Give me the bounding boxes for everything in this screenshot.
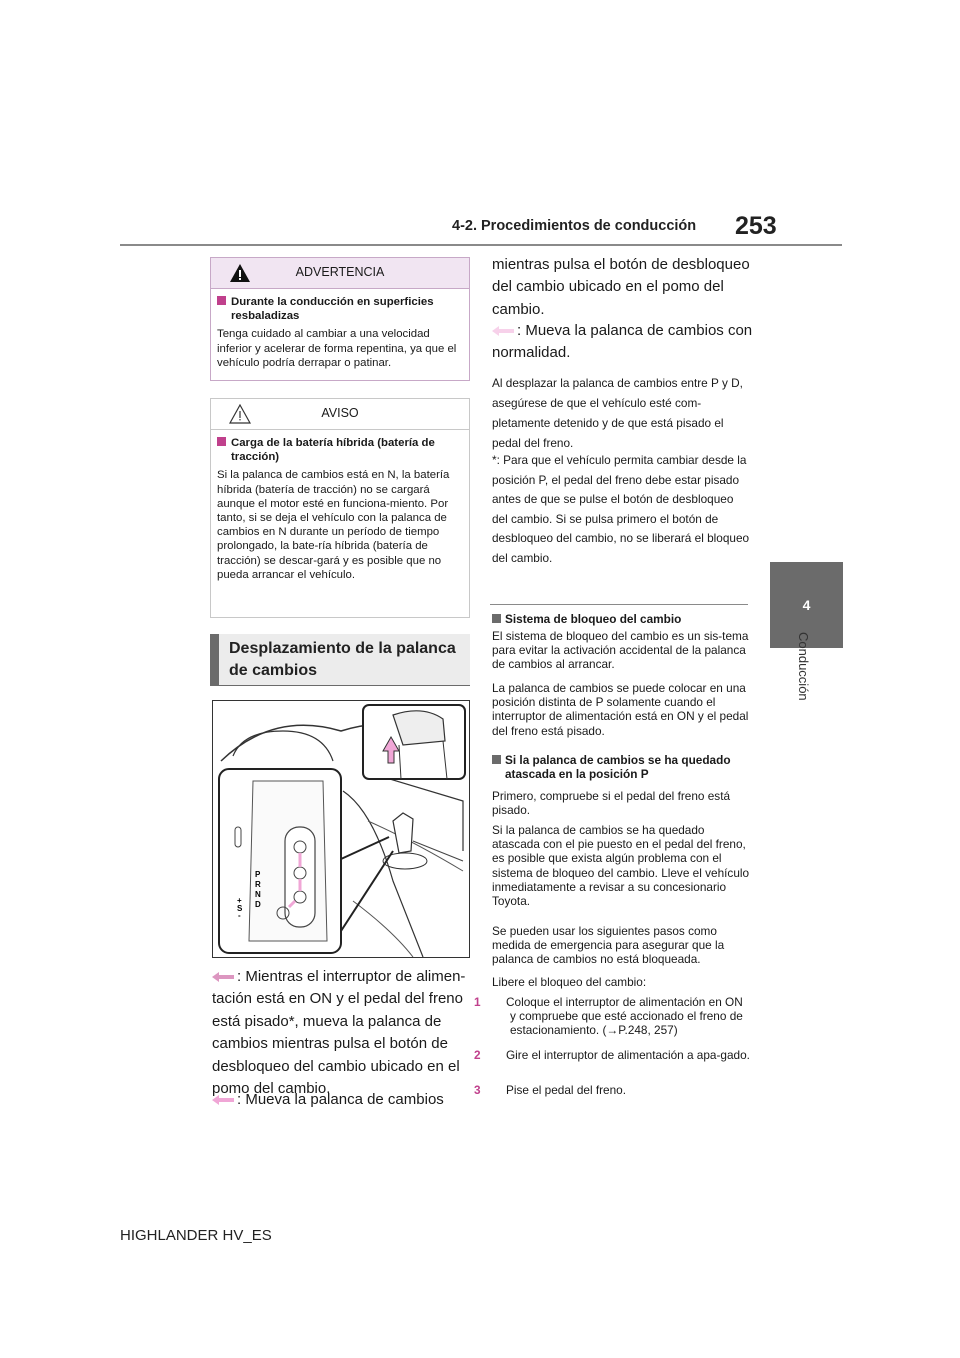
stuck-title-text: Si la palanca de cambios se ha quedado atascada en la posición P [505,753,731,782]
gear-label-N: N [255,890,261,899]
gear-label-minus: - [238,911,241,920]
lock-system-title-text: Sistema de bloqueo del cambio [505,612,682,626]
notice-item-title: Carga de la batería híbrida (batería de tracción) [231,437,435,464]
section-title: 4-2. Procedimientos de conducción [452,218,697,234]
step-text: Gire el interruptor de alimentación a apa-gado. [506,1048,750,1062]
step-number: 2 [474,1048,481,1062]
section-heading-text: Desplazamiento de la palanca de cambios [229,640,456,679]
shift-instruction-2 [212,1089,474,1111]
step-text: Coloque el interruptor de alimentación en ON y compruebe que esté accionado el freno de estacionamiento. (→P.248, 257) [506,995,743,1038]
header-rule [120,244,842,246]
lock-system-p1: El sistema de bloqueo del cambio es un sis-tema para evitar la activación accidental de la palanca de cambios al arrancar. [492,629,749,672]
gear-label-P: P [255,870,261,879]
stuck-title [492,753,750,781]
gear-label-S: S [237,904,243,913]
bullet-square-icon [492,614,501,623]
shift-footnote: *: Para que el vehículo permita cambiar desde la posición P, el pedal del freno debe estar pisado antes de que se pulse el botón de desbloqueo del cambio. Si se pulsa primero el botón de desbloqueo del cambio, no se liberará el bloqueo del cambio. [492,453,750,565]
arrow-lighter-icon [492,326,514,336]
stuck-p2: Si la palanca de cambios se ha quedado atascada con el pie puesto en el pedal del freno, es posible que exista algún problema con el sistema de bloqueo del cambio. Lleve el vehículo inmediatamente a revisar a su concesionario Toyota. [492,823,750,909]
stuck-p4: Libere el bloqueo del cambio: [492,975,647,989]
chapter-tab: 4 [770,562,843,648]
gear-label-plus: + [237,896,242,905]
lock-system-p2: La palanca de cambios se puede colocar en una posición distinta de P solamente cuando el interruptor de alimentación está en ON y el pedal del freno está pisado. [492,681,749,738]
lock-system-title [492,612,750,626]
bullet-square-icon [217,296,226,305]
chapter-label [770,630,843,720]
shift-instruction-2-cont: mientras pulsa el botón de desbloqueo del cambio ubicado en el pomo del cambio. [492,256,750,318]
shift-instruction-3-text: : Mueva la palanca de cambios con normalidad. [492,322,753,362]
stuck-p1: Primero, compruebe si el pedal del freno está pisado. [492,789,731,818]
shift-instruction-1 [212,966,474,1100]
gear-label-D: D [255,900,261,909]
page-number: 253 [735,212,777,240]
shift-instruction-2-text: : Mueva la palanca de cambios [237,1091,444,1108]
step-3 [474,1083,750,1097]
warning-box [210,257,470,381]
step-text: Pise el pedal del freno. [506,1083,627,1097]
gear-label-R: R [255,880,261,889]
shift-instruction-3 [492,320,754,365]
section-heading [210,634,470,686]
notice-title: AVISO [321,406,359,420]
notice-box-header [211,399,469,430]
section-heading-rule [210,685,470,686]
arrow-dark-icon [212,972,234,982]
warning-box-header [211,258,469,289]
notice-item-text: Si la palanca de cambios está en N, la batería híbrida (batería de tracción) no se cargará aunque el motor esté en funciona-miento. Por tanto, si se deja el vehículo con la palanca de cambios en N durante un período de tiempo prolongado, la bate-ría híbrida (batería de tracción) se descar-gará y es posible que no pueda arrancar el vehículo. [217,469,450,581]
step-number: 3 [474,1083,481,1097]
warning-item-title: Durante la conducción en superficies resbaladizas [231,296,434,323]
warning-title: ADVERTENCIA [295,265,385,279]
step-2 [474,1048,750,1062]
bullet-square-icon [217,437,226,446]
notice-box [210,398,470,618]
shift-instruction-1-text: : Mientras el interruptor de alimen-tación está en ON y el pedal del freno está pisado*, mueva la palanca de cambios mientras pulsa el botón de desbloqueo del cambio ubicado en el pomo del cambio. [212,968,466,1098]
divider [490,604,748,605]
step-number: 1 [474,995,481,1009]
arrow-light-icon [212,1095,234,1105]
footer-model: HIGHLANDER HV_ES [120,1227,272,1244]
bullet-square-icon [492,755,501,764]
stuck-p3: Se pueden usar los siguientes pasos como medida de emergencia para asegurar que la palanca de cambios no está bloqueada. [492,924,725,967]
shift-lever-illustration [212,700,470,958]
step-1 [474,995,750,1038]
chapter-label-text: Conducción [796,632,811,701]
shift-note: Al desplazar la palanca de cambios entre P y D, asegúrese de que el vehículo esté com-pletamente detenido y de que está pisado el pedal del freno. [492,376,743,450]
warning-item-text: Tenga cuidado al cambiar a una velocidad inferior y acelerar de forma repentina, ya que el vehículo podría derrapar o patinar. [217,328,457,369]
